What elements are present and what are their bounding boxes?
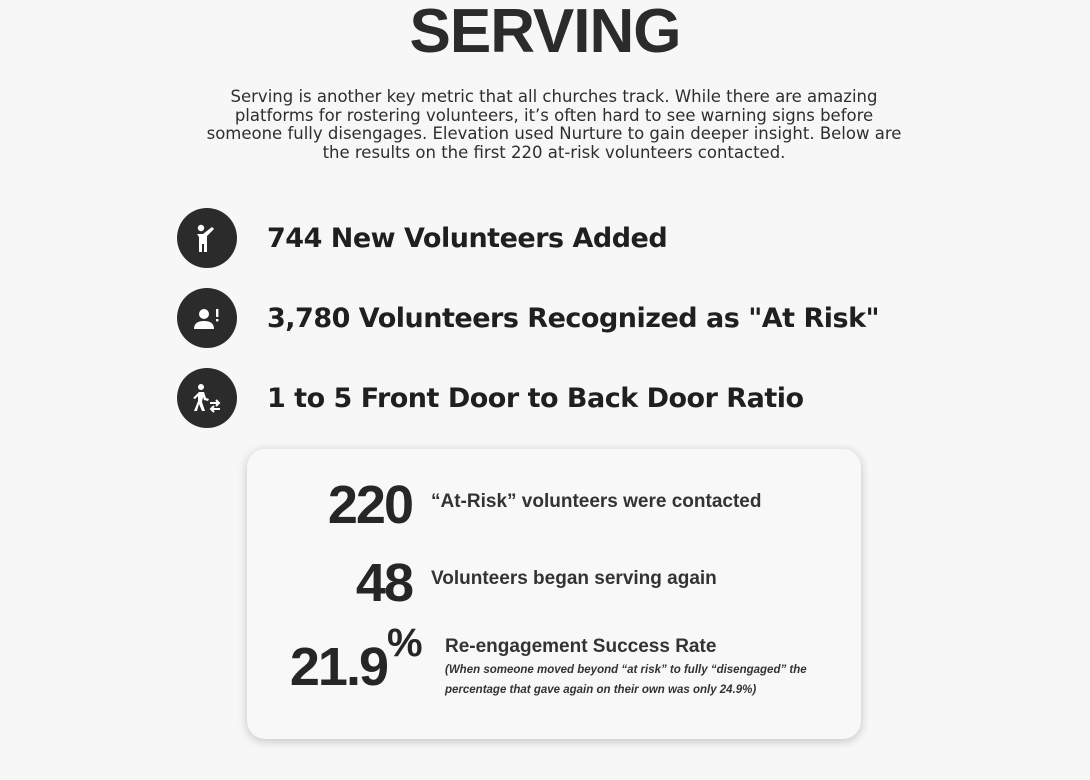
page-title: SERVING: [409, 0, 681, 66]
rate-percent-sign: %: [387, 621, 423, 665]
rate-note: (When someone moved beyond “at risk” to fully “disengaged” the percentage that gave again on their own was only 24.9%): [445, 664, 807, 696]
stat-new-volunteers: [177, 208, 667, 268]
stat-label: 1 to 5 Front Door to Back Door Ratio: [267, 382, 804, 414]
intro-paragraph: Serving is another key metric that all churches track. While there are amazing platforms for rostering volunteers, it’s often hard to see warning signs before someone fully disengages. Elevation used Nurture to gain deeper insight. Below are the results on the first 220 at-risk volunteers contacted.: [206, 87, 902, 162]
stat-at-risk: [177, 288, 879, 348]
serving-label: Volunteers began serving again: [431, 568, 717, 589]
person-exit-icon: [177, 368, 237, 428]
serving-value: 48: [355, 553, 412, 613]
results-card: [247, 449, 861, 739]
contacted-label: “At-Risk” volunteers were contacted: [431, 491, 762, 512]
raised-hand-person-icon: [177, 208, 237, 268]
stat-label: 744 New Volunteers Added: [267, 222, 668, 254]
contacted-value: 220: [327, 475, 412, 535]
stat-label: 3,780 Volunteers Recognized as "At Risk": [267, 302, 880, 334]
rate-label: Re-engagement Success Rate: [445, 636, 717, 657]
stat-door-ratio: [177, 368, 804, 428]
person-alert-icon: [177, 288, 237, 348]
rate-value: 21.9: [289, 637, 387, 697]
